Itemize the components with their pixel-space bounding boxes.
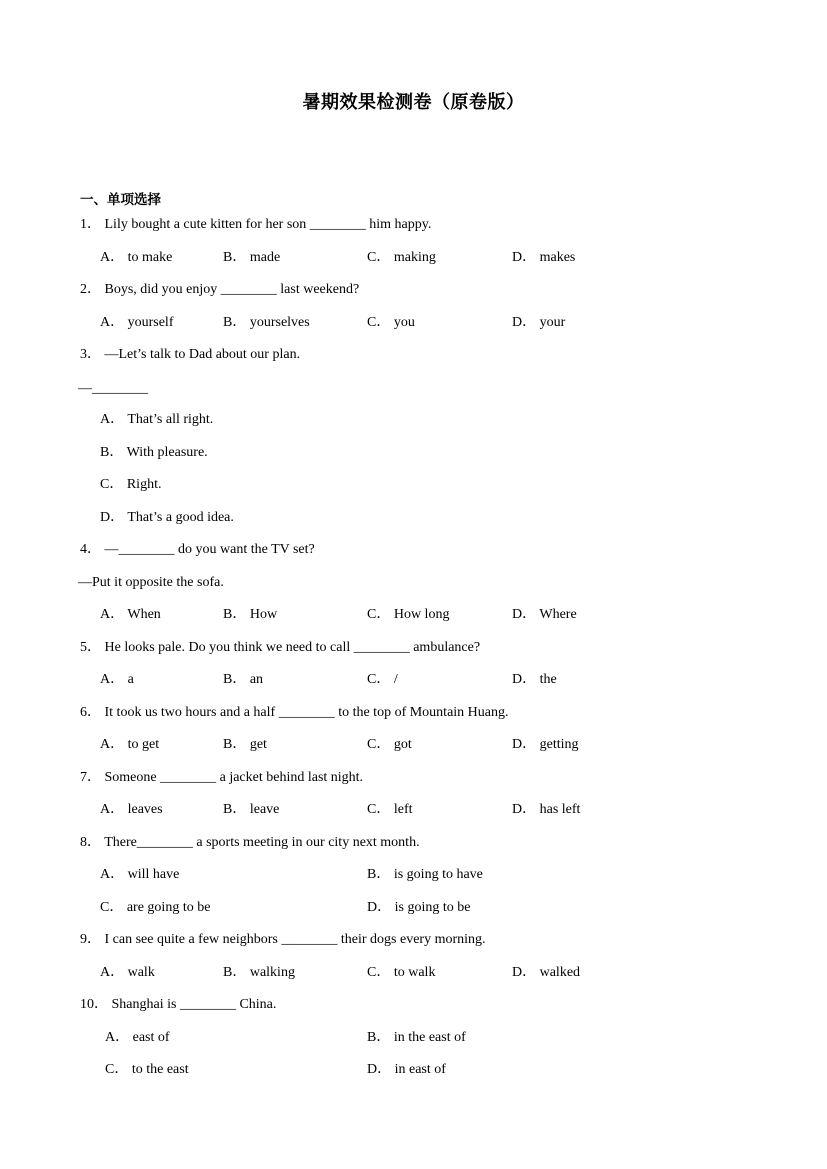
question-10-option-d[interactable]: D． in east of [367, 1062, 446, 1077]
question-4-option-d[interactable]: D． Where [512, 607, 577, 622]
question-7-option-b[interactable]: B． leave [223, 802, 280, 817]
question-10-option-a[interactable]: A． east of [105, 1030, 170, 1045]
question-9-option-c[interactable]: C． to walk [367, 965, 436, 980]
question-1-option-c[interactable]: C． making [367, 250, 436, 265]
question-3-stem: 3． —Let’s talk to Dad about our plan. [80, 347, 301, 362]
question-7-stem: 7． Someone ________ a jacket behind last night. [80, 770, 364, 785]
question-5-option-d[interactable]: D． the [512, 672, 557, 687]
question-1-option-d[interactable]: D． makes [512, 250, 576, 265]
question-7-option-a[interactable]: A． leaves [100, 802, 163, 817]
question-8-option-d[interactable]: D． is going to be [367, 900, 471, 915]
question-5-option-b[interactable]: B． an [223, 672, 264, 687]
question-3-option-d[interactable]: D． That’s a good idea. [100, 510, 234, 525]
question-1-stem: 1． Lily bought a cute kitten for her son ________ him happy. [80, 217, 432, 232]
question-7-option-d[interactable]: D． has left [512, 802, 581, 817]
question-5-stem: 5． He looks pale. Do you think we need to call ________ ambulance? [80, 640, 481, 655]
question-4-option-b[interactable]: B． How [223, 607, 278, 622]
question-8-option-b[interactable]: B． is going to have [367, 867, 483, 882]
question-3-reply: —________ [78, 381, 148, 396]
question-9-option-d[interactable]: D． walked [512, 965, 581, 980]
question-1-option-b[interactable]: B． made [223, 250, 281, 265]
question-5-option-c[interactable]: C． / [367, 672, 398, 687]
question-6-stem: 6． It took us two hours and a half ________ to the top of Mountain Huang. [80, 705, 509, 720]
question-3-option-a[interactable]: A． That’s all right. [100, 412, 214, 427]
question-2-option-d[interactable]: D． your [512, 315, 566, 330]
question-4-stem: 4． —________ do you want the TV set? [80, 542, 315, 557]
question-3-option-b[interactable]: B． With pleasure. [100, 445, 208, 460]
question-6-option-c[interactable]: C． got [367, 737, 412, 752]
question-9-stem: 9． I can see quite a few neighbors ________ their dogs every morning. [80, 932, 486, 947]
question-10-stem: 10． Shanghai is ________ China. [80, 997, 277, 1012]
question-8-option-c[interactable]: C． are going to be [100, 900, 211, 915]
question-5-option-a[interactable]: A． a [100, 672, 134, 687]
question-9-option-a[interactable]: A． walk [100, 965, 155, 980]
question-2-option-b[interactable]: B． yourselves [223, 315, 310, 330]
question-3-option-c[interactable]: C． Right. [100, 477, 162, 492]
question-2-option-c[interactable]: C． you [367, 315, 415, 330]
question-6-option-b[interactable]: B． get [223, 737, 267, 752]
question-4-option-a[interactable]: A． When [100, 607, 161, 622]
question-4-option-c[interactable]: C． How long [367, 607, 450, 622]
question-6-option-d[interactable]: D． getting [512, 737, 579, 752]
question-2-stem: 2． Boys, did you enjoy ________ last weekend? [80, 282, 360, 297]
page-title: 暑期效果检测卷（原卷版） [302, 92, 525, 113]
question-10-option-c[interactable]: C． to the east [105, 1062, 189, 1077]
section-heading: 一、单项选择 [80, 192, 161, 208]
question-8-option-a[interactable]: A． will have [100, 867, 180, 882]
question-7-option-c[interactable]: C． left [367, 802, 413, 817]
question-6-option-a[interactable]: A． to get [100, 737, 160, 752]
question-1-option-a[interactable]: A． to make [100, 250, 173, 265]
question-4-reply: —Put it opposite the sofa. [78, 575, 224, 590]
question-10-option-b[interactable]: B． in the east of [367, 1030, 466, 1045]
question-2-option-a[interactable]: A． yourself [100, 315, 174, 330]
question-8-stem: 8． There________ a sports meeting in our city next month. [80, 835, 420, 850]
question-9-option-b[interactable]: B． walking [223, 965, 295, 980]
